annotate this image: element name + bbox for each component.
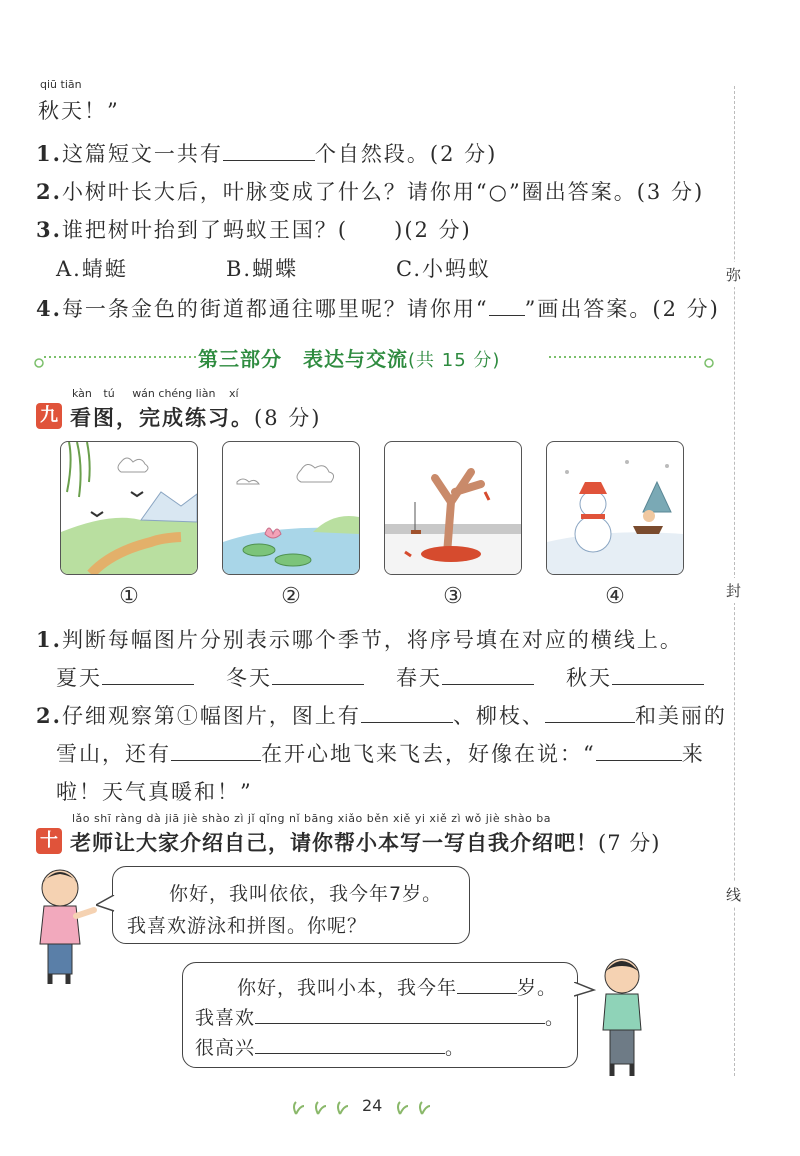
bubble2-line2-end: 。 <box>545 1007 566 1029</box>
bubble2-happy-label: 很高兴 <box>195 1037 256 1059</box>
q2-text: 小树叶长大后，叶脉变成了什么？请你用“○”圈出答案。(3 分) <box>61 180 705 204</box>
season-label: 秋天 <box>566 666 612 690</box>
q1-text-b: 个自然段。(2 分) <box>314 142 498 166</box>
speech-bubble-yiyi <box>112 866 470 944</box>
happy-blank[interactable] <box>255 1037 445 1054</box>
question-1 <box>36 138 497 168</box>
bubble2-line1 <box>237 973 557 1000</box>
bubble2-line2 <box>195 1003 565 1030</box>
speech-bubble-xiaoben <box>182 962 578 1068</box>
section-3-score: (共 15 分) <box>408 350 501 371</box>
bubble1-tail <box>96 895 116 913</box>
task9-question-2-line3: 啦！天气真暖和！” <box>56 780 253 804</box>
pinyin-tu: tú <box>103 387 115 400</box>
picture-3-number: ③ <box>443 584 463 609</box>
bubble2-line3 <box>195 1033 465 1060</box>
t9q2-text-d: 雪山，还有 <box>56 742 171 766</box>
question-3 <box>36 214 472 244</box>
bubble2-line1-a: 你好，我叫小本，我今年 <box>237 977 458 999</box>
t9q2-text-f: 来 <box>681 742 705 766</box>
q4-text-b: ”画出答案。(2 分) <box>524 297 720 321</box>
t9q1-text: 判断每幅图片分别表示哪个季节，将序号填在对应的横线上。 <box>61 628 683 652</box>
picture-2-number: ② <box>281 584 301 609</box>
q3-option-c[interactable]: C.小蚂蚁 <box>396 257 491 281</box>
bubble1-line1: 你好，我叫依依，我今年7岁。 <box>169 883 443 905</box>
picture-1-number: ① <box>119 584 139 609</box>
q-number: 2. <box>36 703 62 728</box>
season-blank-spring[interactable] <box>442 666 534 685</box>
bubble2-line3-end: 。 <box>445 1037 466 1059</box>
q-number: 4. <box>36 296 62 321</box>
side-label-mi: 弥 <box>726 262 741 287</box>
q1-text-a: 这篇短文一共有 <box>61 142 223 166</box>
season-summer <box>56 662 194 692</box>
age-blank[interactable] <box>457 977 517 994</box>
t9q2-blank-3[interactable] <box>171 742 261 761</box>
pinyin-kan: kàn <box>72 387 92 400</box>
picture-4-winter <box>546 441 684 575</box>
season-autumn <box>566 662 704 692</box>
t9q2-blank-1[interactable] <box>361 704 453 723</box>
girl-illustration <box>30 866 100 988</box>
task9-title: 看图，完成练习。 <box>70 405 254 430</box>
q4-text-a: 每一条金色的街道都通往哪里呢？请你用“ <box>61 297 489 321</box>
picture-1-spring <box>60 441 198 575</box>
pinyin-wanchenglian: wán chéng liàn <box>132 387 216 400</box>
task9-badge: 九 <box>36 403 62 429</box>
task10-pinyin: lǎo shī ràng dà jiā jiè shào zì jǐ qǐng nǐ bāng xiǎo běn xiě yi xiě zì wǒ jiè shào ba <box>72 812 552 825</box>
page-number: 24 <box>362 1096 383 1115</box>
section-3-header <box>198 343 500 372</box>
footer-sprout-decoration-left <box>288 1096 358 1118</box>
season-label: 冬天 <box>226 666 272 690</box>
pinyin-xi: xí <box>228 387 239 400</box>
side-label-xian: 线 <box>726 882 741 907</box>
hobby-blank[interactable] <box>255 1007 545 1024</box>
task9-score: (8 分) <box>254 406 322 430</box>
bubble2-like-label: 我喜欢 <box>195 1007 256 1029</box>
season-spring <box>396 662 534 692</box>
q1-answer-blank[interactable] <box>223 142 315 161</box>
q3-text: 谁把树叶抬到了蚂蚁王国？( )(2 分) <box>61 218 472 242</box>
bubble2-tail <box>574 982 596 1000</box>
season-label: 春天 <box>396 666 442 690</box>
picture-3-autumn <box>384 441 522 575</box>
side-label-feng: 封 <box>726 578 741 603</box>
q-number: 1. <box>36 627 62 652</box>
q3-option-b[interactable]: B.蝴蝶 <box>226 257 299 281</box>
task9-question-1 <box>36 624 683 654</box>
question-2 <box>36 176 704 206</box>
q-number: 1. <box>36 141 62 166</box>
q-number: 3. <box>36 217 62 242</box>
task10-badge: 十 <box>36 828 62 854</box>
t9q2-text-b: 、柳枝、 <box>452 704 545 728</box>
t9q2-text-c: 和美丽的 <box>634 704 727 728</box>
task9-question-2-line2 <box>56 738 705 768</box>
task10-title-line <box>70 827 660 857</box>
task9-title-line <box>70 402 321 432</box>
task10-score: (7 分) <box>598 831 661 855</box>
picture-2-summer <box>222 441 360 575</box>
t9q2-blank-4[interactable] <box>596 742 682 761</box>
season-blank-autumn[interactable] <box>612 666 704 685</box>
t9q2-text-e: 在开心地飞来飞去，好像在说：“ <box>261 742 596 766</box>
t9q2-text-a: 仔细观察第①幅图片，图上有 <box>61 704 361 728</box>
picture-4-number: ④ <box>605 584 625 609</box>
task9-pinyin <box>72 387 239 400</box>
pinyin-qiutian: qiū tiān <box>40 78 82 91</box>
bubble2-line1-b: 岁。 <box>517 977 558 999</box>
task9-question-2-line1 <box>36 700 727 730</box>
boy-illustration <box>596 956 652 1080</box>
season-winter <box>226 662 364 692</box>
season-label: 夏天 <box>56 666 102 690</box>
section-3-title: 第三部分 表达与交流 <box>198 347 408 371</box>
season-blank-winter[interactable] <box>272 666 364 685</box>
q3-option-a[interactable]: A.蜻蜓 <box>56 257 128 281</box>
season-blank-summer[interactable] <box>102 666 194 685</box>
bubble1-line2: 我喜欢游泳和拼图。你呢？ <box>127 915 368 937</box>
q4-underline-sample <box>489 297 525 316</box>
question-4 <box>36 293 720 323</box>
task10-title: 老师让大家介绍自己，请你帮小本写一写自我介绍吧！ <box>70 830 598 855</box>
q-number: 2. <box>36 179 62 204</box>
t9q2-blank-2[interactable] <box>545 704 635 723</box>
passage-end-line: 秋天！” <box>38 99 120 123</box>
footer-sprout-decoration-right <box>392 1096 436 1118</box>
